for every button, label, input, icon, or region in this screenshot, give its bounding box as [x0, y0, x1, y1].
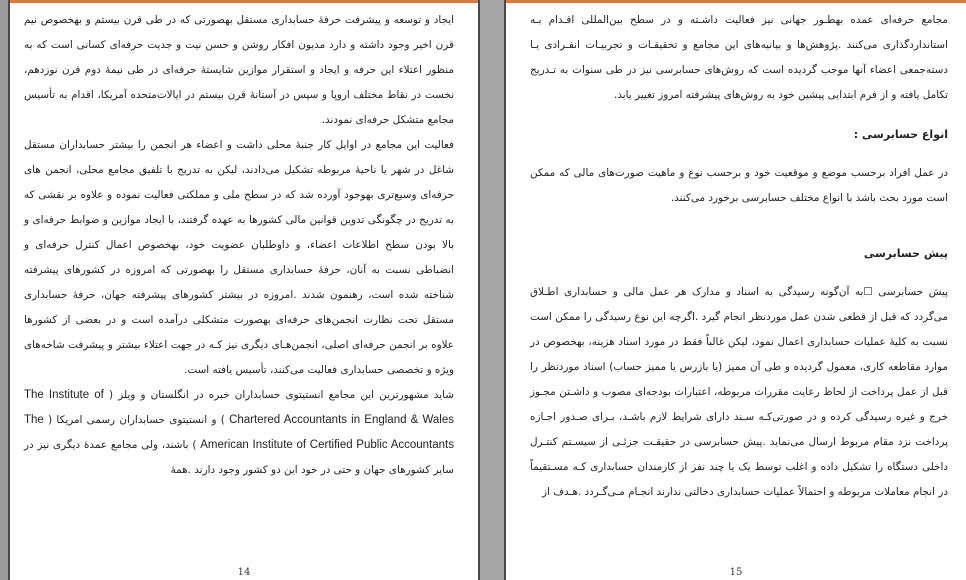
page-top-rule [506, 0, 966, 3]
document-page-right [504, 0, 966, 580]
english-institute-name: The American Institute of Certified Public Accountants [24, 414, 454, 451]
document-page-left [8, 0, 480, 580]
paragraph: ایجاد و توسعه و پیشرفت حرفهٔ حسابداری مستقل بهصورتی که در طی قرن بیستم و بهخصوص نیم قرن اخیر وجود داشته و دارد مدیون افکار روشن و حسن نیت و جدیت حرفه‌ای کسانی است که به منظور اعتلاء این حرفه و ایجاد و استقرار موازین شایستهٔ حرفه‌ای در طی نیمهٔ دوم قرن نوزدهم، نخست در نقاط مختلف اروپا و سپس در آستانهٔ قرن بیستم در ایالات‌متحده آمریکا، اقدام به تأسیس مجامع متشکل حرفه‌ای نمودند. [24, 14, 454, 126]
text-run: ) و انستیتوی حسابداران رسمی امریکا ( [48, 414, 225, 426]
text-run: ) باشند، ولی مجامع عمدهٔ دیگری نیز در سایر کشورهای جهان و حتی در خود این دو کشور وجود دارند .همهٔ [24, 439, 454, 476]
text-run: شاید مشهورترین این مجامع انستیتوی حسابداران خبره در انگلستان و ویلز ( [108, 389, 454, 401]
paragraph: در عمل افراد برحسب موضع و موقعیت خود و برحسب نوع و ماهیت صورت‌های مالی که ممکن است مورد بحث باشد با انواع مختلف حسابرسی برخورد می‌کنند. [530, 167, 948, 204]
page-gutter [480, 0, 504, 580]
page-content [530, 8, 948, 558]
paragraph [24, 383, 454, 483]
paragraph: فعالیت این مجامع در اوایل کار جنبهٔ محلی داشت و اعضاء هر انجمن را بیشتر حسابداران مستقل شاغل در شهر یا ناحیهٔ مربوطه تشکیل می‌دادند، لیکن به تدریج با تلفیق مجامع محلی، انجمن های حرفه‌ای وسیع‌تری بهوجود آورده شد که در سطح ملی و مملکتی فعالیت نموده و علاوه بر نقشی که به تدریج در چگونگی تدوین قوانین مالی کشورها به عهده گرفتند، با ایجاد موازین و ضوابط حرفه‌ای و بالا بودن سطح اطلاعات اعضاء، و داوطلبان عضویت خود، بهخصوص اعمال کنترل حرفه‌ای و انضباطی نسبت به آنان، حرفهٔ حسابداری مستقل را بهصورتی که امروزه در کشورهای پیشرفته شناخته شده است، رهنمون شدند .امروزه در بیشتر کشورهای پیشرفته جهان، حرفهٔ حسابداری مستقل تحت نظارت انجمن‌های حرفه‌ای بهصورت متشکلی درآمده است و در بعضی از کشورها علاوه بر انجمن حرفه‌ای اصلی، انجمن‌هـای دیگری نیز کـه در جهت اعتلاء بیشتر و پیشرفت شاخه‌های ویژه و تخصصی حسابداری فعالیت می‌کنند، تأسیس یافته است. [24, 139, 454, 376]
page-top-rule [10, 0, 478, 3]
page-content [24, 8, 454, 558]
english-institute-name: The Institute of Chartered Accountants in England & Wales [24, 389, 454, 426]
page-number: 15 [729, 567, 743, 578]
paragraph: مجامع حرفه‌ای عمده بهطـور جهانی نیز فعالیت داشـته و در سطح بین‌المللی اقـدام بـه استانداردگذاری می‌کنند .پژوهش‌ها و بیانیه‌های این مجامع و تحقیقـات و تجربیـات انفـرادی یـا دسته‌جمعی اعضاء آنها موجب گردیده است که روش‌های حسابرسی نیز در طی سنوات به تـدریج تکامل یافته و از فرم ابتدایی پیشین خود به روش‌های پیشرفته امروز تغییر یابد. [530, 14, 948, 101]
paragraph: پیش حسابرسی ☐به آن‌گونه رسیدگی به اسناد و مدارک هر عمل مالی و حسابداری اطـلاق می‌گردد که قبل از قطعی شدن عمل موردنظر انجام گیرد .اگرچه این نوع رسیدگی را ممکن است نسبت به کلیهٔ عملیات حسابداری اعمال نمود، لیکن غالباً فقط در مورد اسناد هزینه، بهخصوص در موارد مقاطعه کاری، معمول گردیده و طی آن ممیز (یا بازرس یا ممیز حساب) اسناد موردنظر را قبل از عمل پرداخت از لحاظ رعایت مقررات مربوطه، اعتبارات بودجه‌ای مصوب و داشـتن مجـوز خرج و غیره رسیدگی کرده و در صورتی‌کـه سـند دارای شرایط لازم باشـد، بـرای صـدور اجـازه پرداخت نزد مقام مربوط ارسال می‌نماید .پیش حسابرسی در حقیقـت جزئـی از سیسـتم کنتـرل داخلی دستگاه را تشکیل داده و اغلب توسط یک یا چند نفر از کارمندان حسابداری کـه مسـتقیماً در انجام معاملات مربوطه و احتمالاً عملیات حسابداری دخالتی ندارند انجـام مـی‌گـردد .هـدف از [530, 286, 948, 498]
section-heading: انواع حسابرسی : [853, 128, 948, 141]
page-number: 14 [237, 567, 251, 578]
section-heading: پیش حسابرسی [863, 247, 948, 260]
